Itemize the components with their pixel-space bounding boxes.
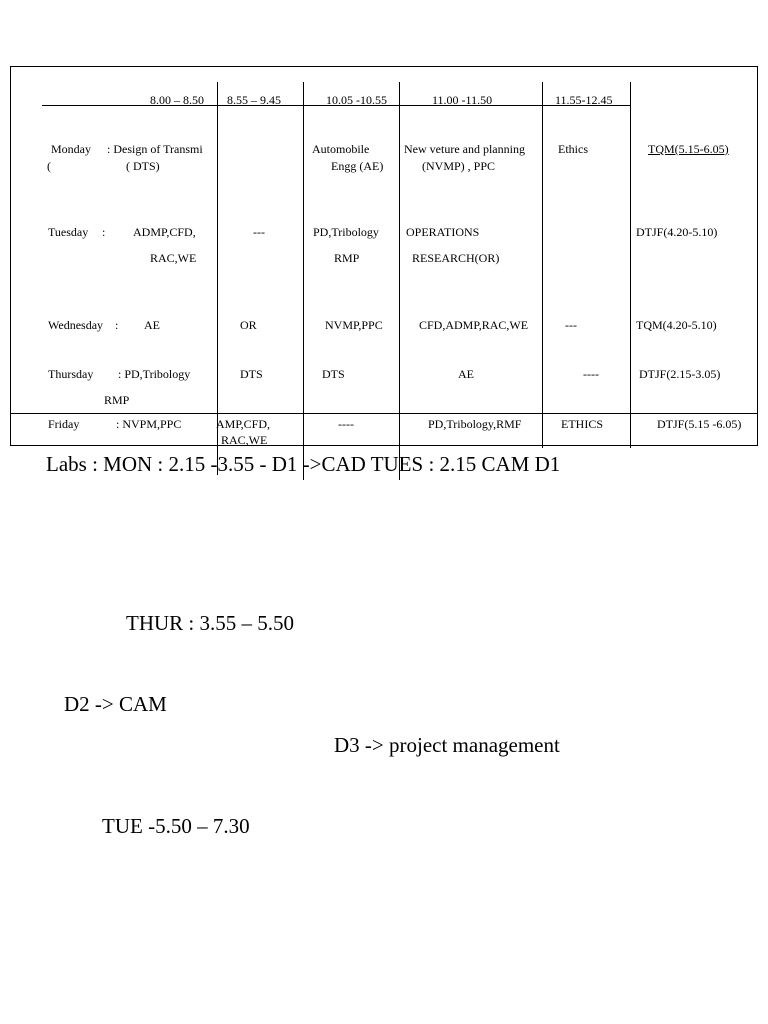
day-monday: Monday xyxy=(51,142,91,156)
tuesday-slot-1: RAC,WE xyxy=(150,251,197,265)
monday-slot-3: Engg (AE) xyxy=(331,159,384,173)
thursday-slot-4: AE xyxy=(458,367,474,381)
column-divider xyxy=(542,82,543,448)
thursday-slot-2: DTS xyxy=(240,367,263,381)
tuesday-slot-4: OPERATIONS xyxy=(406,225,480,239)
monday-slot-1: ( xyxy=(47,159,51,173)
monday-slot-6: TQM(5.15-6.05) xyxy=(648,142,729,156)
day-friday: Friday xyxy=(48,417,80,431)
header-slot-2: 8.55 – 9.45 xyxy=(227,93,281,107)
tuesday-colon: : xyxy=(102,225,106,239)
labs-d2: D2 -> CAM xyxy=(64,692,167,716)
column-divider xyxy=(303,82,304,480)
labs-d3: D3 -> project management xyxy=(334,733,560,757)
day-tuesday: Tuesday xyxy=(48,225,89,239)
wednesday-slot-2: OR xyxy=(240,318,257,332)
monday-slot-4: New veture and planning xyxy=(404,142,525,156)
tuesday-slot-4: RESEARCH(OR) xyxy=(412,251,500,265)
thursday-slot-1: : PD,Tribology xyxy=(118,367,191,381)
friday-row-rule xyxy=(10,413,758,414)
monday-slot-3: Automobile xyxy=(312,142,370,156)
column-divider xyxy=(630,82,631,448)
timetable-frame xyxy=(10,66,758,446)
wednesday-slot-5: --- xyxy=(565,318,577,332)
header-slot-5: 11.55-12.45 xyxy=(555,93,613,107)
tuesday-slot-3: RMP xyxy=(334,251,360,265)
monday-slot-1: ( DTS) xyxy=(126,159,160,173)
thursday-slot-6: DTJF(2.15-3.05) xyxy=(639,367,721,381)
tuesday-slot-6: DTJF(4.20-5.10) xyxy=(636,225,718,239)
friday-slot-5: ETHICS xyxy=(561,417,603,431)
thursday-slot-3: DTS xyxy=(322,367,345,381)
tuesday-slot-1: ADMP,CFD, xyxy=(133,225,196,239)
friday-slot-2: AMP,CFD, xyxy=(216,417,271,431)
monday-slot-1: : Design of Transmi xyxy=(107,142,203,156)
friday-slot-3: ---- xyxy=(338,417,354,431)
wednesday-slot-4: CFD,ADMP,RAC,WE xyxy=(419,318,529,332)
day-wednesday: Wednesday xyxy=(48,318,104,332)
wednesday-slot-6: TQM(4.20-5.10) xyxy=(636,318,717,332)
tuesday-slot-2: --- xyxy=(253,225,265,239)
friday-slot-2: RAC,WE xyxy=(221,433,268,447)
column-divider xyxy=(399,82,400,480)
header-slot-4: 11.00 -11.50 xyxy=(432,93,493,107)
monday-slot-4: (NVMP) , PPC xyxy=(422,159,496,173)
wednesday-colon: : xyxy=(115,318,119,332)
friday-slot-4: PD,Tribology,RMF xyxy=(428,417,522,431)
monday-slot-5: Ethics xyxy=(558,142,588,156)
wednesday-slot-3: NVMP,PPC xyxy=(325,318,383,332)
labs-line: Labs : MON : 2.15 -3.55 - D1 ->CAD TUES : 2.15 CAM D1 xyxy=(46,452,561,476)
labs-tuesday: TUE -5.50 – 7.30 xyxy=(102,814,250,838)
tuesday-slot-3: PD,Tribology xyxy=(313,225,379,239)
header-slot-1: 8.00 – 8.50 xyxy=(150,93,204,107)
header-slot-3: 10.05 -10.55 xyxy=(326,93,387,107)
thursday-slot-5: ---- xyxy=(583,367,599,381)
thursday-slot-1: RMP xyxy=(104,393,130,407)
wednesday-slot-1: AE xyxy=(144,318,160,332)
friday-slot-1: : NVPM,PPC xyxy=(116,417,182,431)
friday-slot-6: DTJF(5.15 -6.05) xyxy=(657,417,742,431)
day-thursday: Thursday xyxy=(48,367,94,381)
labs-thursday: THUR : 3.55 – 5.50 xyxy=(126,611,294,635)
